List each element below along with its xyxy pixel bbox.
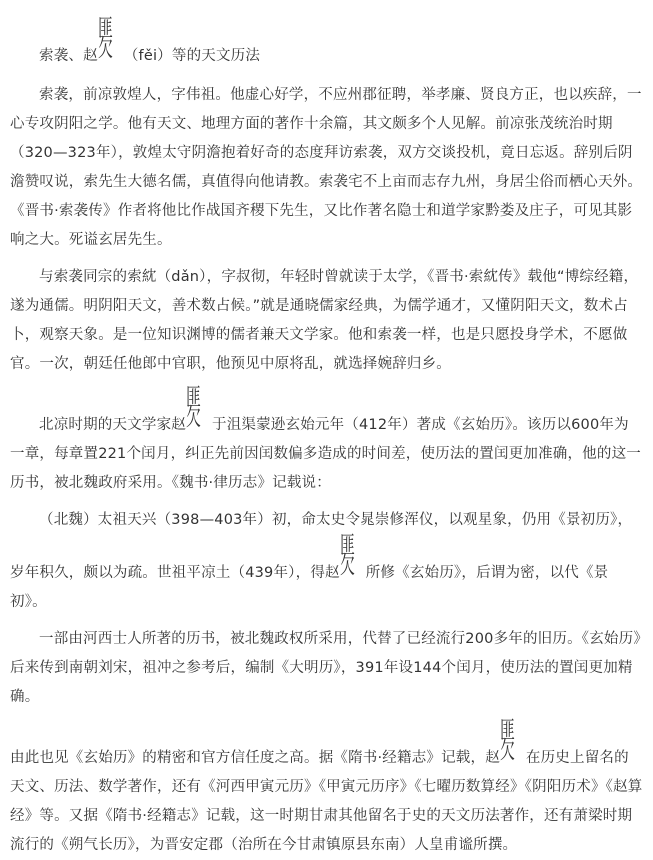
article-body [0, 14, 653, 860]
rare-character-fei: 匪欠 [186, 383, 201, 431]
paragraph-works-list: 由此也见《玄始历》的精密和官方信任度之高。据《隋书·经籍志》记载，赵匪欠 在历史上留名的天文、历法、数学著作，还有《河西甲寅元历》《甲寅元历序》《七曜历数算经》《阴阳历术》《赵算经》等。又据《隋书·经籍志》记载，这一时期甘肃其他留名于史的天文历法著作，还有萧梁时期流行的《朔气长历》，为晋安定郡（治所在今甘肃镇原县东南）人皇甫谧所撰。 [10, 716, 643, 853]
paragraph-beiwei-quote: （北魏）太祖天兴（398—403年）初，命太史令晁崇修浑仪，以观星象，仍用《景初历》，岁年积久，颇以为疏。世祖平凉土（439年），得赵匪欠 所修《玄始历》，后谓为密，以代《景初》。 [10, 512, 633, 610]
article-title [10, 14, 643, 71]
title-text-before: 索袭、赵 [39, 48, 98, 64]
paragraph-suo-xi: 索袭，前凉敦煌人，字伟祖。他虚心好学，不应州郡征聘，举孝廉、贤良方正，也以疾辞，一心专攻阴阳之学。他有天文、地理方面的著作十余篇，其文颇多个人见解。前凉张茂统治时期（320—323年），敦煌太守阴澹抱着好奇的态度拜访索袭，双方交谈投机，竟日忘返。辞别后阴澹赞叹说，索先生大德名儒，真值得向他请教。索袭宅不上亩而志存九州，身居尘俗而栖心天外。《晋书·索袭传》作者将他比作战国齐稷下先生，又比作著名隐士和道学家黔娄及庄子，可见其影响之大。死谥玄居先生。 [10, 87, 643, 248]
title-text-after: （fěi）等的天文历法 [123, 48, 261, 64]
paragraph-suo-dan: 与索袭同宗的索紞（dǎn），字叔彻，年轻时曾就读于太学，《晋书·索紞传》载他“博综经籍，遂为通儒。明阴阳天文，善术数占候。”就是通晓儒家经典，为儒学通才，又懂阴阳天文，数术占卜，观察天象。是一位知识渊博的儒者兼天文学家。他和索袭一样，也是只愿投身学术，不愿做官。一次，朝廷任他郎中官职，他预见中原将乱，就选择婉辞归乡。 [10, 269, 639, 372]
rare-character-fei: 匪欠 [97, 14, 113, 62]
paragraph-zhao-fei-xuanshi: 北凉时期的天文学家赵匪欠 于沮渠蒙逊玄始元年（412年）著成《玄始历》。该历以600年为一章，每章置221个闰月，纠正先前因闰数偏多造成的时间差，使历法的置闰更加准确，他的这一历书，被北魏政府采用。《魏书·律历志》记载说： [10, 383, 641, 491]
rare-character-fei: 匪欠 [339, 531, 355, 579]
paragraph-calendar-adoption: 一部由河西士人所著的历书，被北魏政权所采用，代替了已经流行200多年的旧历。《玄始历》后来传到南朝刘宋，祖冲之参考后，编制《大明历》，391年设144个闰月，使历法的置闰更加精确。 [10, 631, 641, 705]
rare-character-fei: 匪欠 [499, 716, 515, 764]
